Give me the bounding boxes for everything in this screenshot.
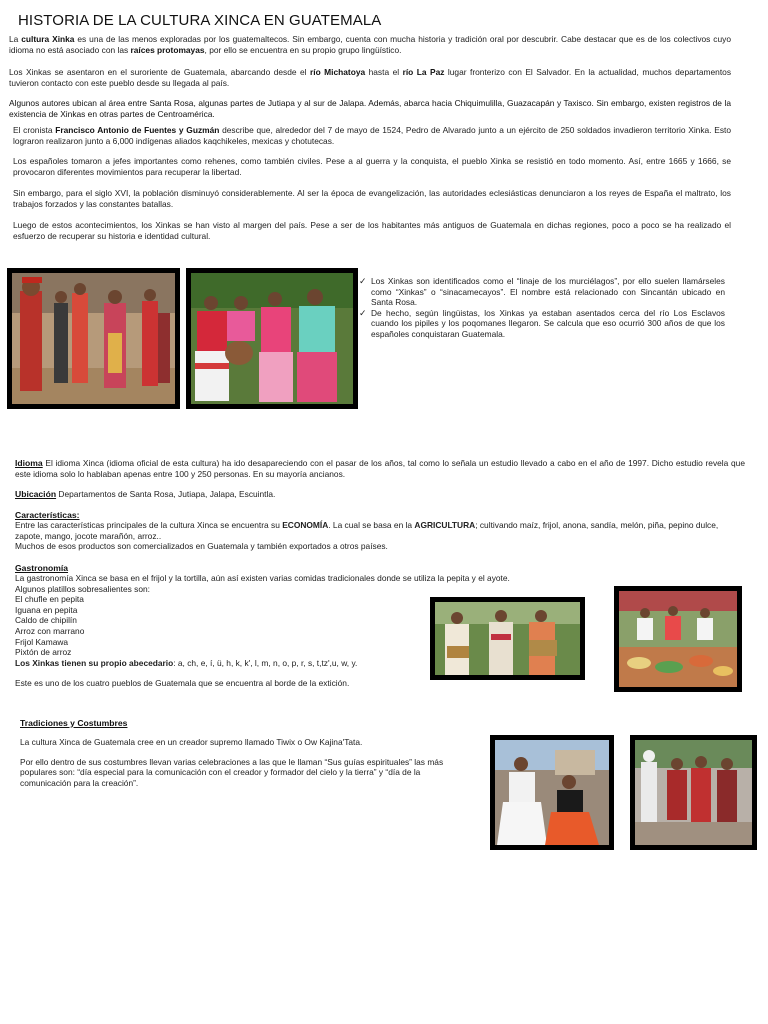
- intro-paragraph-5: Los españoles tomaron a jefes importantes como rehenes, como también civiles. Pese a al guerra y la conquista, el pueblo Xinka se resistió en todo momento. Así, entre 1665 y 1666, se provocaron diferentes movimientos para recuperar la libertad.: [13, 156, 731, 177]
- checkmark-icon: ✓: [359, 276, 367, 286]
- gastronomia-subtitle: Algunos platillos sobresalientes son:: [15, 583, 151, 594]
- page-title: HISTORIA DE LA CULTURA XINCA EN GUATEMALA: [18, 12, 382, 29]
- idioma-heading: Idioma: [15, 458, 43, 468]
- dish-item: Caldo de chipilín: [15, 615, 77, 626]
- photo-dancers: [630, 735, 757, 850]
- caracteristicas-section: [15, 510, 745, 552]
- abecedario-line: Los Xinkas tienen su propio abecedario: a, ch, e, í, ü, h, k, k', l, m, n, o, p, r, s, t,tz',u, w, y.: [15, 657, 358, 668]
- intro-paragraph-4: El cronista Francisco Antonio de Fuentes y Guzmán describe que, alrededor del 7 de mayo de 1524, Pedro de Alvarado junto a un ejército de 250 soldados invadieron territorio Xinka. Esto lograron realizaron junto a 6,000 indígenas aliados kaqchikeles, mexicas y chotutecas.: [13, 125, 731, 146]
- photo-food-display: [614, 586, 742, 692]
- ubicacion-paragraph: Ubicación Departamentos de Santa Rosa, Jutiapa, Jalapa, Escuintla.: [15, 489, 276, 499]
- intro-paragraph-1: La cultura Xinka es una de las menos exploradas por los guatemaltecos. Sin embargo, cuenta con mucha historia y tradición oral por descubrir. Cabe destacar que es de los colectivos cuyo idioma no está asociado con las raíces protomayas, por ello se encuentra en su propio grupo lingüístico.: [9, 34, 731, 55]
- gastronomia-section: [15, 563, 510, 689]
- intro-paragraph-6: Sin embargo, para el siglo XVI, la población disminuyó considerablemente. Al ser la época de evangelización, las autoridades eclesiásticas denunciaron a los reyes de España el maltrato, los trabajos forzados y las constantes batallas.: [13, 188, 731, 209]
- intro-paragraph-7: Luego de estos acontecimientos, los Xinkas se han visto al margen del país. Pese a ser de los habitantes más antiguos de Guatemala en dichas regiones, poco a poco se ha realizado el esfuerzo de recuperar su historia e identidad cultural.: [13, 220, 731, 241]
- tradiciones-section: [20, 718, 460, 788]
- checkmark-icon: ✓: [359, 307, 367, 318]
- dish-item: Frijol Kamawa: [15, 636, 69, 647]
- intro-paragraph-3: Algunos autores ubican al área entre Santa Rosa, algunas partes de Jutiapa y al sur de Jalapa. Además, abarca hacia Chiquimulilla, Guazacapán y Taxisco. Sin embargo, existen registros de la existencia de Xinkas en otras partes de Centroamérica.: [9, 98, 731, 119]
- ubicacion-heading: Ubicación: [15, 489, 57, 499]
- idioma-paragraph: Idioma El idioma Xinca (idioma oficial de esta cultura) ha ido desapareciendo con el pasar de los años, tal como lo señala un estudio llevado a cabo en el año de 1997. Dicho estudio revela que este idioma solo lo hablaban apenas entre 100 y 250 personas. En su mayoría ancianos.: [15, 458, 745, 479]
- photo-xinka-women: [186, 268, 358, 409]
- caracteristicas-export-text: Muchos de esos productos son comercializados en Guatemala y también exportados a otros países.: [15, 541, 388, 552]
- caracteristicas-heading: Características:: [15, 510, 80, 520]
- photo-xinka-ceremony: [7, 268, 180, 409]
- bullet-item: ✓ De hecho, según lingüistas, los Xinkas ya estaban asentados cerca del río Los Esclavos cuando los pipiles y los poqomanes llegaron. Se calcula que eso ocurrió 300 años de que los españoles conquistaran Guatemala.: [359, 307, 725, 339]
- tradiciones-celebrations-text: Por ello dentro de sus costumbres llevan varias celebraciones a las que le llaman “Sus guías espirituales” las más populares son: “día especial para la comunicación con el creador y formador del cielo y la tierra” y “día de la comunicación para la creación”.: [20, 756, 444, 788]
- tradiciones-creator-text: La cultura Xinca de Guatemala cree en un creador supremo llamado Tiwix o Ow Kajina'Tata.: [20, 737, 363, 747]
- caracteristicas-text: Entre las características principales de la cultura Xinca se encuentra su ECONOMÍA. La cual se basa en la AGRICULTURA; cultivando maíz, frijol, anona, sandía, melón, piña, pepino dulce, zapote, mango, jocote marañón, arroz..: [15, 520, 719, 541]
- photo-celebration: [490, 735, 614, 850]
- photo-women-baskets: [430, 597, 585, 680]
- bullet-item: ✓ Los Xinkas son identificados como el “linaje de los murciélagos”, por ello suelen llamárseles como “Xinkas” o “sinacamecayos”. El nombre está relacionado con Sincantán ubicado en Santa Rosa.: [359, 276, 725, 308]
- gastronomia-heading: Gastronomía: [15, 563, 69, 573]
- gastronomia-intro: La gastronomía Xinca se basa en el frijol y la tortilla, aún así existen varias comidas tradicionales donde se utiliza la pepita y el ayote.: [15, 573, 510, 583]
- facts-bullet-list: [359, 276, 725, 340]
- dish-item: Iguana en pepita: [15, 604, 78, 615]
- dish-item: El chufle en pepita: [15, 594, 84, 605]
- tradiciones-heading: Tradiciones y Costumbres: [20, 718, 128, 728]
- dish-item: Arroz con marrano: [15, 625, 85, 636]
- intro-paragraph-2: Los Xinkas se asentaron en el suroriente de Guatemala, abarcando desde el río Michatoya hasta el río La Paz lugar fronterizo con El Salvador. En la actualidad, muchos departamentos tuvieron contacto con este pueblo desde su llegada al país.: [9, 67, 732, 88]
- dish-item: Pixtón de arroz: [15, 647, 72, 658]
- extincion-note: Este es uno de los cuatro pueblos de Guatemala que se encuentra al borde de la extición.: [15, 678, 350, 689]
